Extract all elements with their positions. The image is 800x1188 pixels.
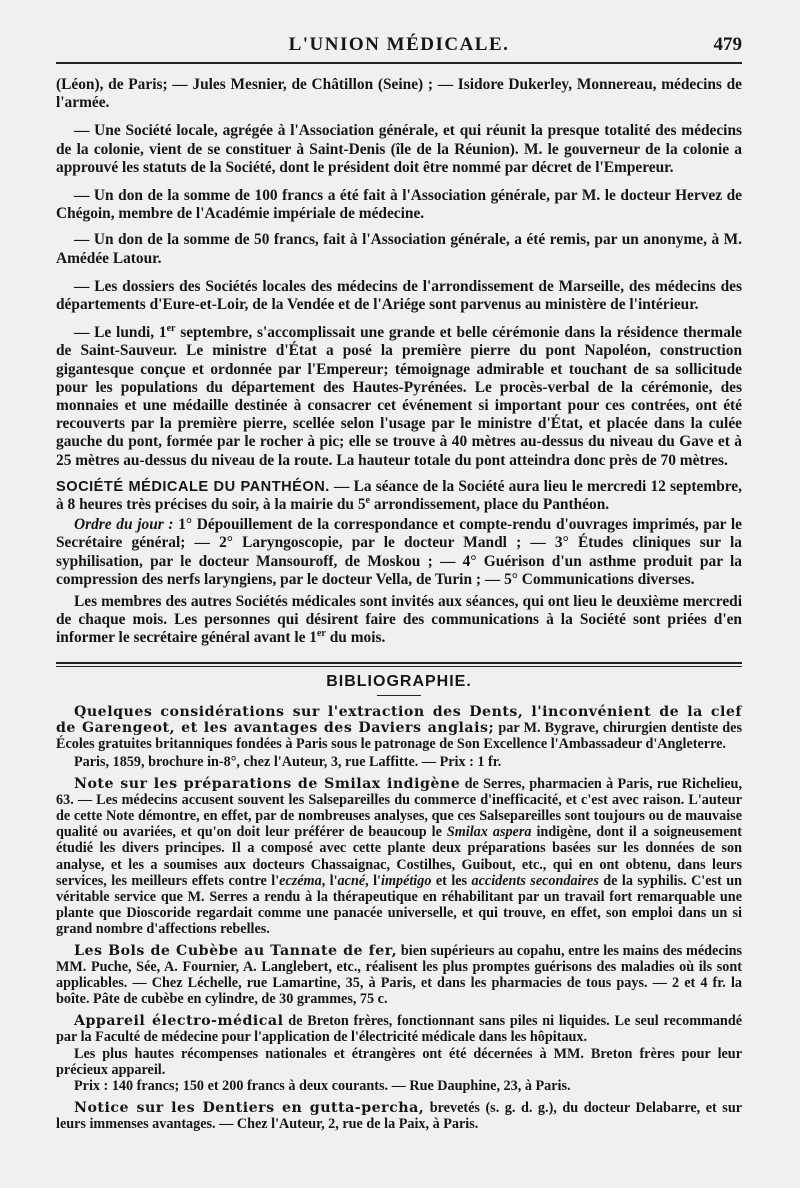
bibliography-heading: BIBLIOGRAPHIE. [326, 672, 472, 690]
paragraph-pantheon-meeting [56, 478, 742, 514]
entry-dents-text: par M. Bygrave, chirurgien dentiste des Écoles gratuites britanniques fondées à Paris sous le patronage de Son Excellence l'Ambassadeur d'Angleterre. [56, 719, 742, 752]
entry-cubebe-text: bien supérieurs au copahu, entre les mains des médecins MM. Puche, Sée, A. Fournier, A. Langlebert, etc., réalisent les plus promptes guérisons des maladies où ils sont applicables. — Chez Léchelle, rue Lamartine, 35, à Paris, et dans les pharmacies de tous pays. — 2 et 4 fr. la boîte. Pâte de cubèbe en cylindre, de 30 grammes, 75 c. [56, 943, 742, 1008]
running-head [56, 34, 742, 58]
closing-text-start: Les membres des autres Sociétés médicales sont invités aux séances, qui ont lieu le deuxième mercredi de chaque mois. Les personnes qui désirent faire des communications à la Société sont priées d'en informer le secrétaire général avant le 1 [56, 593, 742, 647]
journal-title: L'UNION MÉDICALE. [288, 34, 510, 55]
paragraph-pont-napoleon [56, 324, 742, 470]
bibliography-entry-smilax [56, 776, 742, 937]
pantheon-text-end: arrondissement, place du Panthéon. [369, 496, 610, 514]
pantheon-text-start: — La séance de la Société aura lieu le mercredi 12 septembre, à 8 heures très précises du soir, à la mairie du 5 [56, 477, 742, 514]
entry-dentiers-title: Notice sur les Dentiers en gutta-percha, [74, 1099, 425, 1116]
closing-superscript: er [316, 628, 326, 640]
paragraph-agenda [56, 516, 742, 589]
bibliography-entry-appareil [56, 1013, 742, 1045]
smilax-text-2: indigène, dont il a soigneusement étudié les divers principes. Il a composé avec cette plante deux préparations basées sur les données de son analyse, et les a soumises aux docteurs Chassaignac, Costilhes, Guibout, etc., qui en ont obtenu, dans leurs services, les meilleurs effets contre l' [56, 824, 742, 889]
bibliography-entry-appareil-awards: Les plus hautes récompenses nationales et étrangères ont été décernées à MM. Breton frères pour leur précieux appareil. [56, 1045, 742, 1078]
smilax-text-1: de Serres, pharmacien à Paris, rue Richelieu, 63. — Les médecins accusent souvent les Salsepareilles du commerce d'inefficacité, et c'est avec raison. L'auteur de cette Note démontre, en effet, par de nombreuses analyses, que ces Salsepareilles sont toujours ou de mauvaise qualité ou avariées, et qu'on doit leur préférer de beaucoup le [56, 776, 742, 841]
entry-cubebe-title: Les Bols de Cubèbe au Tannate de fer, [74, 943, 398, 959]
header-rule [56, 62, 742, 64]
article-body [56, 76, 742, 1138]
pantheon-heading: SOCIÉTÉ MÉDICALE DU PANTHÉON. [56, 478, 330, 495]
paragraph-donation-100: — Un don de la somme de 100 francs a été fait à l'Association générale, par M. le docteur Hervez de Chégoin, membre de l'Académie impériale de médecine. [56, 187, 742, 223]
pantheon-superscript: e [365, 494, 370, 506]
agenda-label: Ordre du jour : [74, 516, 174, 534]
paragraph-donation-50: — Un don de la somme de 50 francs, fait à l'Association générale, a été remis, par un anonyme, à M. Amédée Latour. [56, 231, 742, 267]
closing-text-end: du mois. [325, 629, 386, 647]
pont-text-end: septembre, s'accomplissait une grande et belle cérémonie dans la résidence thermale de Saint-Sauveur. Le ministre d'État a posé la première pierre du pont Napoléon, construction gigantesque conçue et ordonnée par l'Empereur; témoignage admirable et touchant de sa sollicitude pour les populations du département des Hautes-Pyrénées. Le procès-verbal de la cérémonie, des monnaies et une médaille destinée à consacrer cet événement si important pour ces contrées, ont été recouverts par la première pierre, scellée selon l'usage par le ministre d'État, et placée dans la culée gauche du pont, formée par le rocher à pic; elle se trouve à 40 mètres au-dessus du niveau du Gave et à 25 mètres au-dessus du niveau de la route. La hauteur totale du pont atteindra donc près de 70 mètres. [56, 324, 742, 469]
entry-appareil-title: Appareil électro-médical [74, 1013, 284, 1030]
paragraph-names-continued: (Léon), de Paris; — Jules Mesnier, de Châtillon (Seine) ; — Isidore Dukerley, Monnereau, médecins de l'armée. [56, 76, 742, 112]
smilax-italic-4: impétigo [381, 872, 432, 889]
bibliography-entry-dentiers [56, 1100, 742, 1132]
bibliography-entry-dents-publication: Paris, 1859, brochure in-8°, chez l'Auteur, 3, rue Laffitte. — Prix : 1 fr. [74, 753, 502, 770]
bibliography-entry-dents [56, 704, 742, 752]
agenda-text: 1° Dépouillement de la correspondance et compte-rendu d'ouvrages imprimés, par le Secrétaire général; — 2° Laryngoscopie, par le docteur Mandl ; — 3° Études cliniques sur la syphilisation, par le docteur Mansouroff, de Moskou ; — 4° Guérison d'un asthme produit par la compression des nerfs laryngiens, par le docteur Vella, de Turin ; — 5° Communications diverses. [56, 516, 742, 588]
entry-dents-title: Quelques considérations sur l'extraction des Dents, l'inconvénient de la clef de Garengeot, et les avantages des Daviers anglais; [56, 703, 742, 736]
bibliography-entry-appareil-price: Prix : 140 francs; 150 et 200 francs à deux courants. — Rue Dauphine, 23, à Paris. [74, 1077, 571, 1094]
section-divider [56, 662, 742, 667]
smilax-text-4: , l' [365, 872, 381, 889]
paragraph-dossiers: — Les dossiers des Sociétés locales des médecins de l'arrondissement de Marseille, des médecins des départements d'Eure-et-Loir, de la Vendée et de l'Ariége sont parvenus au ministère de l'intérieur. [56, 277, 742, 314]
bibliography-entry-cubebe [56, 943, 742, 1007]
heading-underline [377, 695, 421, 696]
entry-smilax-title: Note sur les préparations de Smilax indigène [74, 776, 461, 793]
smilax-italic-5: accidents secondaires [471, 872, 599, 889]
page-number: 479 [713, 34, 742, 55]
smilax-italic-3: acné [337, 872, 366, 889]
smilax-text-3: , l' [321, 872, 338, 889]
pont-text-start: — Le lundi, 1 [74, 324, 167, 342]
smilax-text-5: et les [431, 872, 472, 889]
smilax-text-6: de la syphilis. C'est un véritable service que M. Serres a rendu à la thérapeutique en réhabilitant par un travail fort remarquable une plante que Dioscoride regardait comme une panacée universelle, et qui trouve, en effet, son emploi dans un si grand nombre d'affections rebelles. [56, 872, 742, 937]
entry-dentiers-text: brevetés (s. g. d. g.), du docteur Delabarre, et sur leurs immenses avantages. — Chez l'Auteur, 2, rue de la Paix, à Paris. [56, 1099, 743, 1132]
smilax-italic-1: Smilax aspera [446, 824, 532, 841]
paragraph-members-invited [56, 593, 742, 648]
smilax-italic-2: eczéma [279, 872, 322, 889]
pont-superscript: er [166, 323, 176, 335]
paragraph-reunion-society: — Une Société locale, agrégée à l'Association générale, et qui réunit la presque totalité des médecins de la colonie, vient de se constituer à Saint-Denis (île de la Réunion). M. le gouverneur de la colonie a approuvé les statuts de la Société, dont le président doit être nommé par décret de l'Empereur. [56, 122, 742, 176]
entry-appareil-text: de Breton frères, fonctionnant sans piles ni liquides. Le seul recommandé par la Faculté de médecine pour l'application de l'électricité médicale dans les hôpitaux. [56, 1013, 743, 1046]
